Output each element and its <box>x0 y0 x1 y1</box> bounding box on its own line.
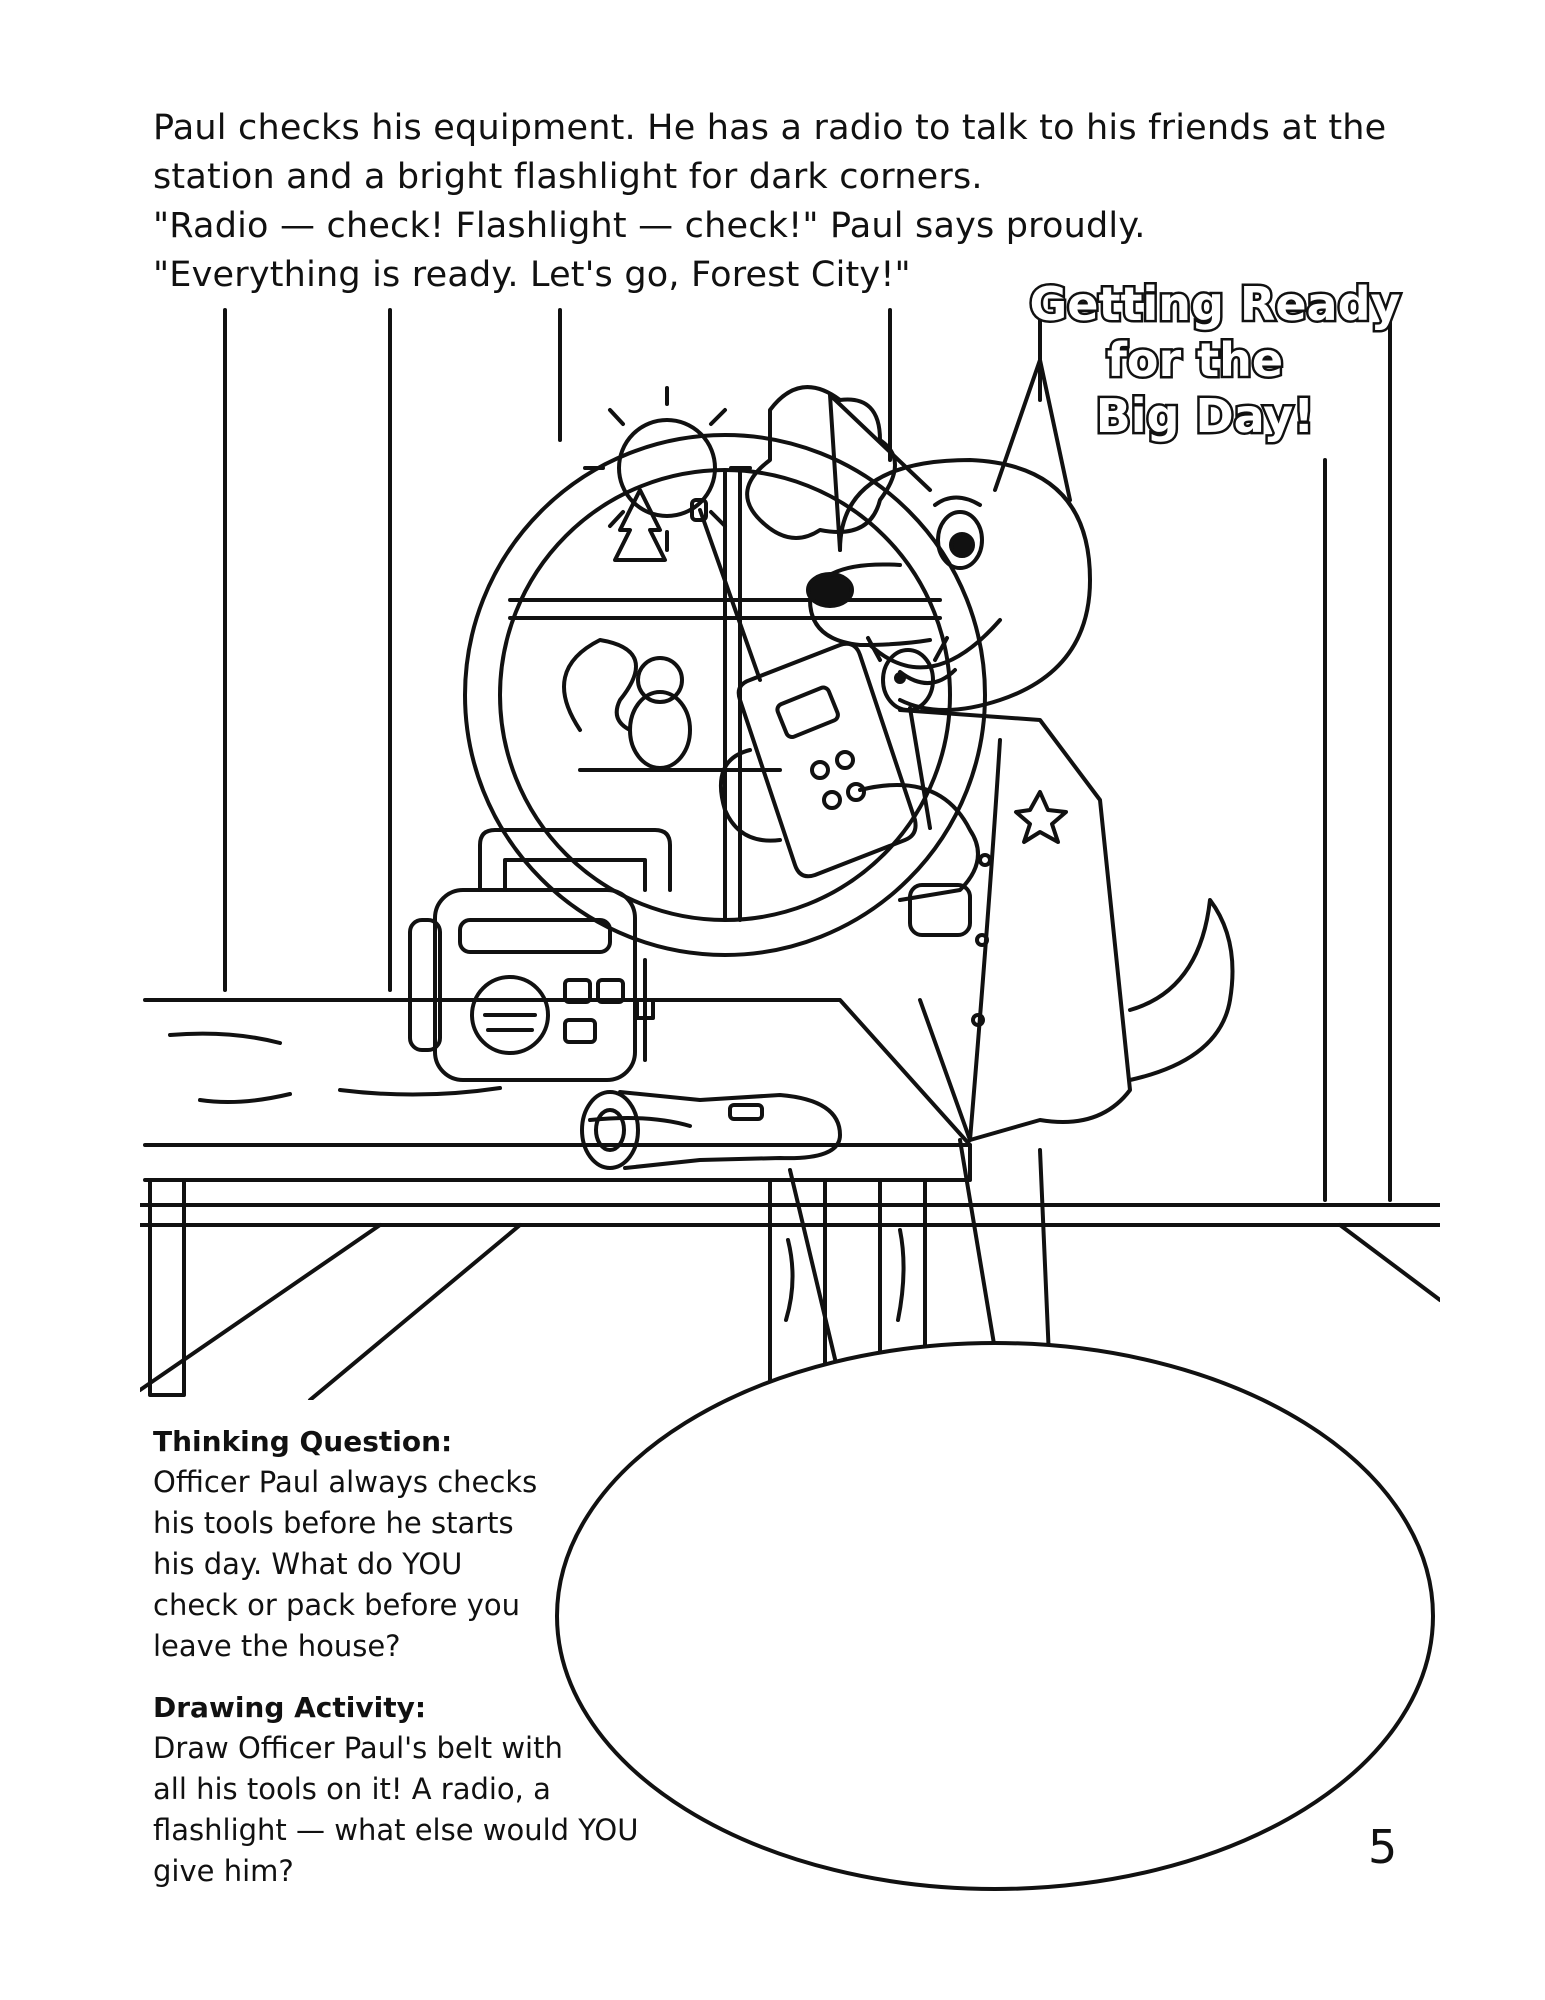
story-line: "Radio — check! Flashlight — check!" Paul says proudly. <box>153 206 1146 246</box>
story-text <box>153 104 1413 300</box>
thinking-question-line: Officer Paul always checks <box>153 1465 538 1499</box>
thinking-question-line: check or pack before you <box>153 1588 520 1622</box>
story-line: "Everything is ready. Let's go, Forest City!" <box>153 255 911 295</box>
drawing-activity-line: flashlight — what else would YOU <box>153 1813 639 1847</box>
drawing-activity <box>153 1688 653 1892</box>
illustration <box>140 300 1440 1400</box>
story-line: Paul checks his equipment. He has a radio to talk to his friends at the <box>153 108 1387 148</box>
title-line: Getting Ready <box>1029 278 1401 331</box>
flashlight-icon <box>582 1092 840 1168</box>
drawing-activity-line: give him? <box>153 1854 294 1888</box>
thinking-question <box>153 1422 573 1667</box>
drawing-activity-line: Draw Officer Paul's belt with <box>153 1731 563 1765</box>
thinking-question-line: his day. What do YOU <box>153 1547 463 1581</box>
thinking-question-heading: Thinking Question: <box>153 1425 453 1458</box>
title-art <box>985 278 1445 458</box>
drawing-activity-line: all his tools on it! A radio, a <box>153 1772 551 1806</box>
thinking-question-line: leave the house? <box>153 1629 401 1663</box>
radio-icon <box>410 830 670 1080</box>
title-line: Big Day! <box>1095 389 1315 443</box>
drawing-area-oval[interactable] <box>552 1338 1438 1894</box>
table-icon <box>145 1000 970 1395</box>
round-window-icon <box>465 387 985 955</box>
thinking-question-line: his tools before he starts <box>153 1506 514 1540</box>
page-number: 5 <box>1368 1820 1398 1874</box>
story-line: station and a bright flashlight for dark corners. <box>153 157 983 197</box>
drawing-activity-heading: Drawing Activity: <box>153 1691 427 1724</box>
title-line: for the <box>1106 333 1284 387</box>
